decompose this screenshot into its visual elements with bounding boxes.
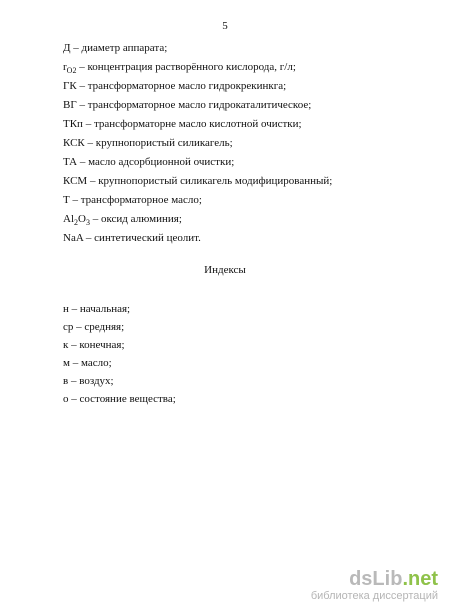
- definition-symbol-subscript: 2: [74, 218, 78, 227]
- definition-item: [63, 134, 433, 153]
- definition-item: [63, 58, 433, 77]
- definition-text: – трансформаторное масло гидрокаталитическое;: [76, 99, 312, 111]
- index-item: м – масло;: [63, 357, 112, 369]
- definition-text: – оксид алюминия;: [89, 213, 182, 225]
- definitions-list: [63, 39, 433, 248]
- watermark: [311, 568, 438, 603]
- watermark-tagline: библиотека диссертаций: [310, 590, 438, 602]
- definition-item: [63, 115, 433, 134]
- index-item: в – воздух;: [63, 375, 114, 387]
- definition-symbol: Д: [63, 42, 71, 54]
- definition-item: [63, 191, 433, 210]
- definition-symbol: Al: [63, 213, 74, 225]
- definition-item: [63, 77, 433, 96]
- watermark-logo-tld: .net: [402, 568, 438, 590]
- definition-symbol-subscript: O2: [66, 66, 77, 75]
- definition-symbol: КСМ: [63, 175, 88, 187]
- definition-text: – трансформаторное масло гидрокрекинкга;: [76, 80, 287, 92]
- indices-list: [63, 300, 363, 408]
- watermark-logo-main: dsLib: [349, 568, 403, 590]
- definition-item: [63, 229, 433, 248]
- definition-text: – трансформаторное масло;: [69, 194, 202, 206]
- index-item: н – начальная;: [63, 303, 131, 315]
- definition-symbol: r: [63, 61, 67, 73]
- definition-symbol-rest: O: [78, 213, 86, 225]
- definition-text: – трансформаторне масло кислотной очистки;: [82, 118, 302, 130]
- definition-item: [63, 210, 433, 229]
- definition-text: – масло адсорбционной очистки;: [77, 156, 235, 168]
- definition-symbol: ВГ: [63, 99, 77, 111]
- definition-text: – крупнопористый силикагель модифицированный;: [87, 175, 333, 187]
- definition-symbol: ГК: [63, 80, 77, 92]
- definition-text: – синтетический цеолит.: [83, 232, 201, 244]
- definition-item: [63, 153, 433, 172]
- index-item: о – состояние вещества;: [63, 393, 176, 405]
- definition-item: [63, 172, 433, 191]
- definition-text: – концентрация растворённого кислорода, г/л;: [76, 61, 296, 73]
- page-number: 5: [222, 20, 228, 32]
- definition-item: [63, 96, 433, 115]
- definition-text: – крупнопористый силикагель;: [84, 137, 233, 149]
- definition-symbol: КСК: [63, 137, 85, 149]
- definition-symbol-subscript: 3: [85, 218, 90, 227]
- definition-item: [63, 39, 433, 58]
- definition-text: – диаметр аппарата;: [70, 42, 168, 54]
- definition-symbol: ТА: [63, 156, 78, 168]
- watermark-logo: [311, 568, 438, 590]
- definition-symbol: ТКп: [63, 118, 83, 130]
- index-item: ср – средняя;: [63, 321, 125, 333]
- definition-symbol: Т: [63, 194, 70, 206]
- indices-heading: Индексы: [204, 264, 246, 276]
- index-item: к – конечная;: [63, 339, 125, 351]
- definition-symbol: NaA: [63, 232, 84, 244]
